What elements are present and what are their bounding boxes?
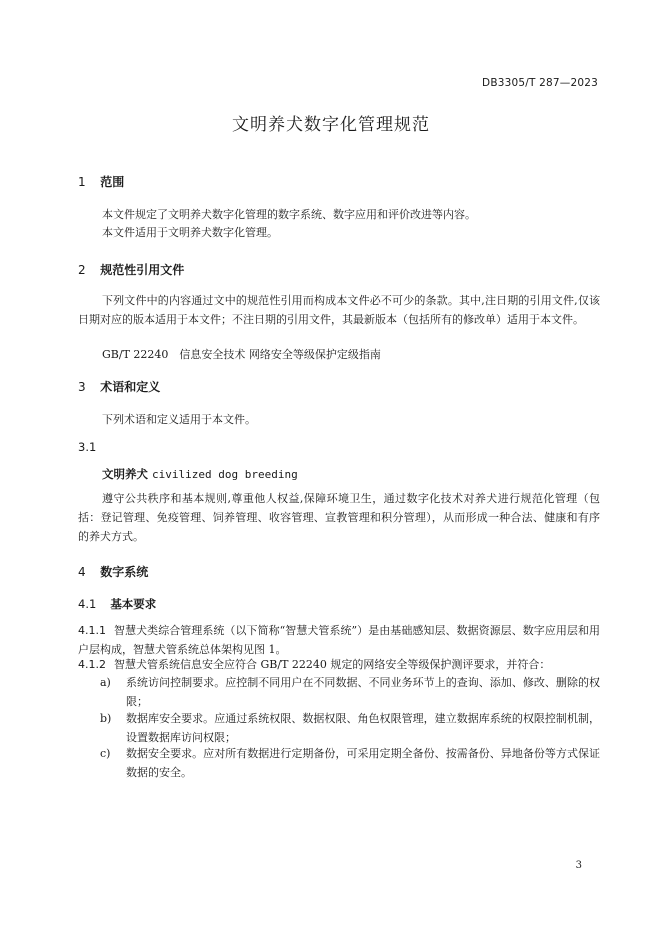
list-label: c) [100,747,111,760]
term-chinese: 文明养犬 [102,467,148,481]
clause-number: 4.1.1 [78,624,106,637]
section-number: 1 [78,175,86,189]
section-title: 规范性引用文件 [100,263,185,277]
document-title: 文明养犬数字化管理规范 [232,115,430,135]
section-3-heading [78,378,160,395]
section-title: 范围 [100,175,125,189]
list-item-b [100,709,600,747]
list-text: 数据安全要求。应对所有数据进行定期备份，可采用定期全备份、按需备份、异地备份等方式保证数据的安全。 [126,747,600,779]
subsection-title: 基本要求 [110,597,157,611]
section-title: 术语和定义 [100,380,161,394]
section-2-heading [78,261,184,278]
list-label: a) [100,676,111,689]
section-1-heading [78,173,124,190]
clause-text: 智慧犬管系统信息安全应符合 GB/T 22240 规定的网络安全等级保护测评要求，并符合： [114,658,551,671]
clause-number: 4.1.2 [78,658,106,671]
list-item-a [100,673,600,711]
section-number: 2 [78,263,86,277]
section-title: 数字系统 [100,565,149,579]
list-label: b) [100,712,112,725]
term-heading [102,466,298,482]
list-item-c [100,744,600,782]
section-4-heading [78,563,148,580]
clause-4-1-2 [78,655,600,674]
section-1-para-1: 本文件规定了文明养犬数字化管理的数字系统、数字应用和评价改进等内容。 [102,208,476,221]
term-number: 3.1 [78,440,97,454]
list-text: 数据库安全要求。应通过系统权限、数据权限、角色权限管理，建立数据库系统的权限控制机制，设置数据库访问权限； [126,712,600,744]
standard-number: DB3305/T 287—2023 [482,77,598,89]
clause-text: 智慧犬类综合管理系统（以下简称“智慧犬管系统”）是由基础感知层、数据资源层、数字应用层和用户层构成，智慧犬管系统总体架构见图 1。 [78,624,600,656]
subsection-4-1-heading [78,596,156,612]
term-definition: 遵守公共秩序和基本规则,尊重他人权益,保障环境卫生，通过数字化技术对养犬进行规范化管理（包括：登记管理、免疫管理、饲养管理、收容管理、宣教管理和积分管理），从而形成一种合法、健康和有序的养犬方式。 [78,492,600,543]
list-text: 系统访问控制要求。应控制不同用户在不同数据、不同业务环节上的查询、添加、修改、删除的权限； [126,676,600,708]
clause-4-1-1 [78,621,600,659]
term-english: civilized dog breeding [152,468,298,481]
section-2-para: 下列文件中的内容通过文中的规范性引用而构成本文件必不可少的条款。其中,注日期的引用文件,仅该日期对应的版本适用于本文件；不注日期的引用文件，其最新版本（包括所有的修改单）适用于本文件。 [78,294,600,326]
subsection-number: 4.1 [78,597,97,611]
section-number: 3 [78,380,86,394]
section-3-para: 下列术语和定义适用于本文件。 [102,413,256,426]
page-number: 3 [575,860,582,871]
section-number: 4 [78,565,86,579]
section-1-para-2: 本文件适用于文明养犬数字化管理。 [102,226,278,239]
normative-reference: GB/T 22240 信息安全技术 网络安全等级保护定级指南 [102,348,381,361]
